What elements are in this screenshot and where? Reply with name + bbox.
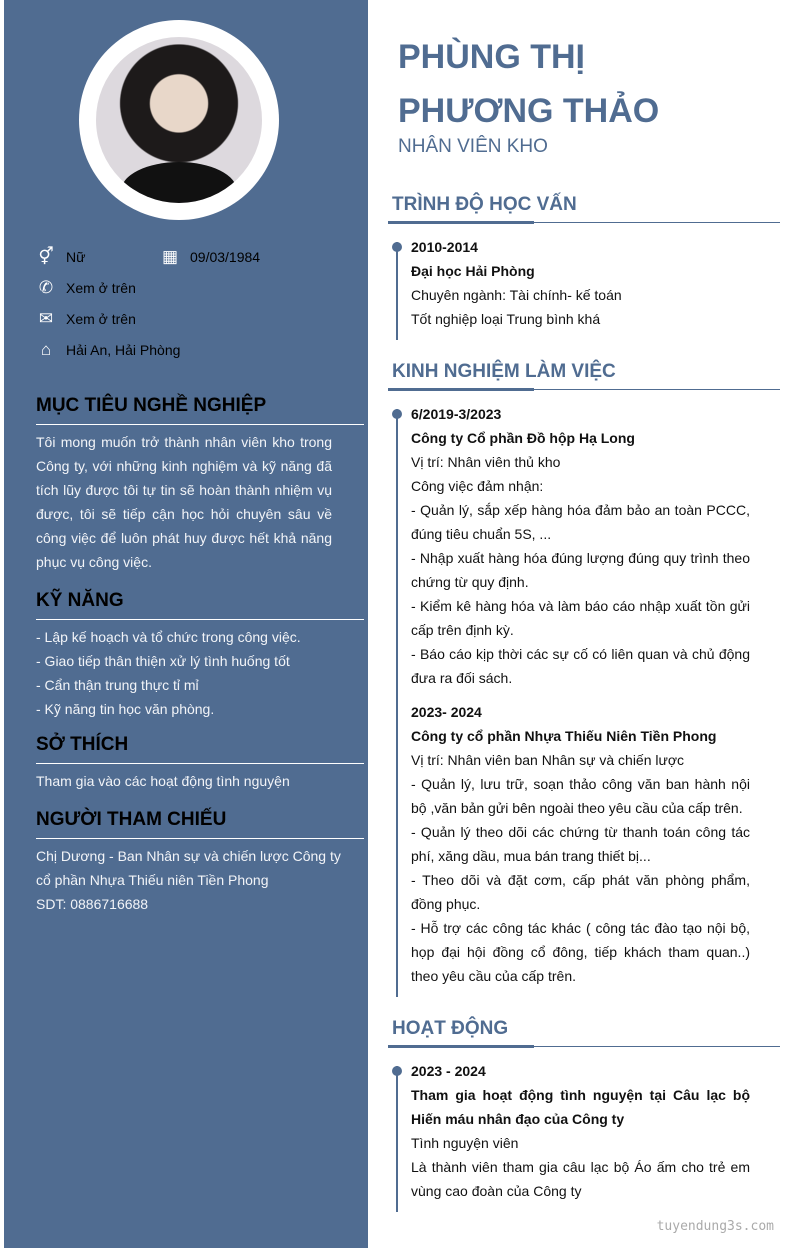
references-heading: NGƯỜI THAM CHIẾU xyxy=(36,809,364,839)
phone-icon: ✆ xyxy=(38,278,54,297)
experience-entry: 6/2019-3/2023 Công ty Cổ phần Đồ hộp Hạ Long Vị trí: Nhân viên thủ kho Công việc đảm nhận: - Quản lý, sắp xếp hàng hóa đảm bảo an toàn PCCC, đúng tiêu chuẩn 5S, ... - Nhập xuất hàng hóa đúng lượng đúng quy trình theo chứng từ quy định. - Kiểm kê hàng hóa và làm báo cáo nhập xuất tồn gửi cấp trên định kỳ. - Báo cáo kịp thời các sự cố có liên quan và chủ động đưa ra đối sách. 2023- 2024 Công ty cổ phần Nhựa Thiếu Niên Tiền Phong Vị trí: Nhân viên ban Nhân sự và chiến lược - Quản lý, lưu trữ, soạn thảo công văn ban hành nội bộ ,văn bản gửi bên ngoài theo yêu cầu của cấp trên. - Quản lý theo dõi các chứng từ thanh toán công tác phí, xăng dầu, mua bán trang thiết bị... - Theo dõi và đặt cơm, cấp phát văn phòng phẩm, đồng phục. - Hỗ trợ các công tác khác ( công tác đào tạo nội bộ, họp đại hội đồng cổ đông, tiếp khách tham quan..) theo yêu cầu của cấp trên. xyxy=(411,406,750,984)
education-heading: TRÌNH ĐỘ HỌC VẤN xyxy=(388,194,780,223)
skills-list: - Lập kế hoạch và tổ chức trong công việc. - Giao tiếp thân thiện xử lý tình huống tốt - Cẩn thận trung thực tỉ mỉ - Kỹ năng tin học văn phòng. xyxy=(36,629,301,717)
hobbies-text: Tham gia vào các hoạt động tình nguyện xyxy=(36,773,290,789)
education-entry: 2010-2014 Đại học Hải Phòng Chuyên ngành: Tài chính- kế toán Tốt nghiệp loại Trung bình khá xyxy=(411,239,622,327)
timeline xyxy=(396,1066,398,1212)
phone-row: ✆ Xem ở trên xyxy=(36,278,136,298)
activity-entry: 2023 - 2024 Tham gia hoạt động tình nguyện tại Câu lạc bộ Hiến máu nhân đạo của Công ty Tình nguyện viên Là thành viên tham gia câu lạc bộ Áo ấm cho trẻ em vùng cao đoàn của Công ty xyxy=(411,1063,750,1199)
timeline xyxy=(396,242,398,340)
hobbies-heading: SỞ THÍCH xyxy=(36,734,364,764)
objective-heading: MỤC TIÊU NGHỀ NGHIỆP xyxy=(36,395,364,425)
activities-heading: HOẠT ĐỘNG xyxy=(388,1018,780,1047)
home-icon: ⌂ xyxy=(40,340,52,359)
candidate-name: PHÙNG THỊ PHƯƠNG THẢO xyxy=(398,38,660,130)
gender-row: ⚥ Nữ xyxy=(36,247,85,267)
calendar-icon: ▦ xyxy=(161,247,179,266)
avatar xyxy=(79,20,279,220)
timeline xyxy=(396,409,398,997)
address-row: ⌂ Hải An, Hải Phòng xyxy=(36,340,180,360)
job-title: NHÂN VIÊN KHO xyxy=(398,136,548,157)
email-row: ✉ Xem ở trên xyxy=(36,309,136,329)
experience-heading: KINH NGHIỆM LÀM VIỆC xyxy=(388,361,780,390)
dob-row: ▦ 09/03/1984 xyxy=(161,247,261,266)
objective-text: Tôi mong muốn trở thành nhân viên kho trong Công ty, với những kinh nghiệm và kỹ năng đã tích lũy được tôi tự tin sẽ hoàn thành nhiệm vụ được, tôi sẽ tiếp cận học hỏi chuyên sâu về công việc để luôn phát huy được hết khả năng phục vụ công việc. xyxy=(36,434,332,570)
envelope-icon: ✉ xyxy=(38,309,54,328)
references-text: Chị Dương - Ban Nhân sự và chiến lược Công ty cổ phần Nhựa Thiếu niên Tiền Phong SDT: 0886716688 xyxy=(36,848,341,912)
watermark: tuyendung3s.com xyxy=(656,1219,774,1234)
gender-icon: ⚥ xyxy=(38,247,54,266)
skills-heading: KỸ NĂNG xyxy=(36,590,364,620)
